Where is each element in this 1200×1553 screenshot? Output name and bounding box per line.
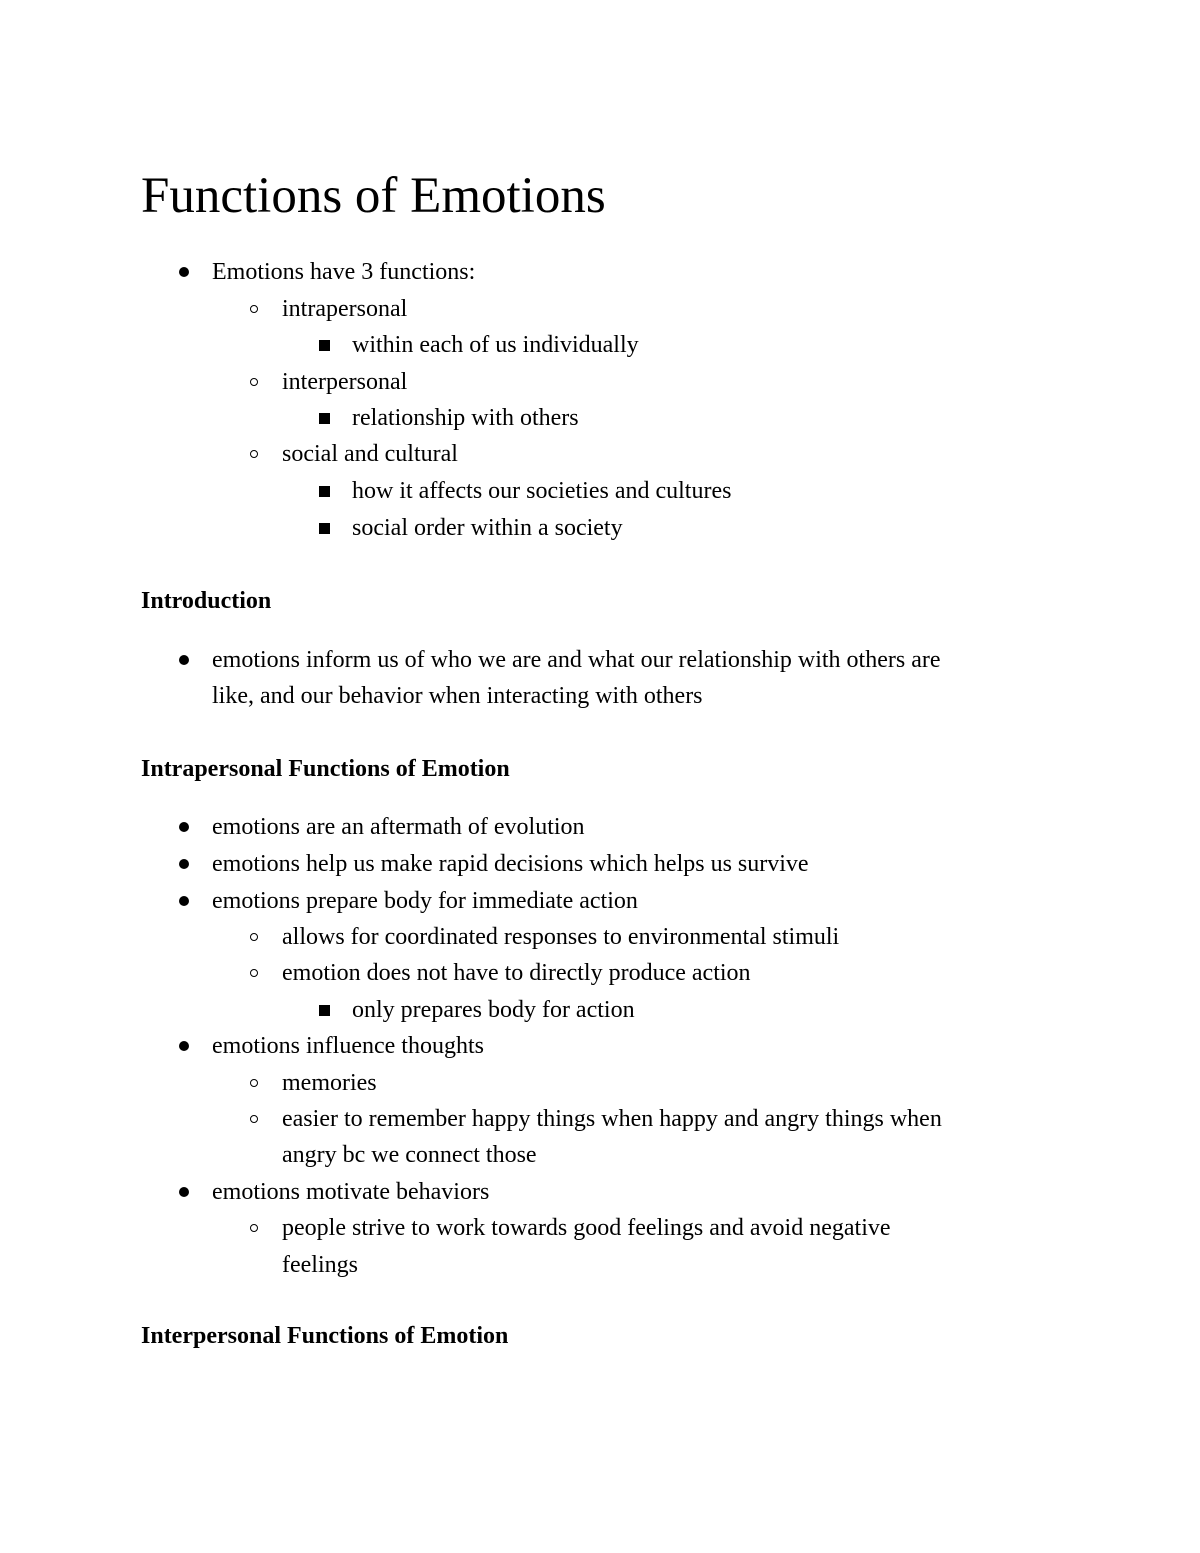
- circle-bullet-icon: [244, 1065, 264, 1101]
- disc-bullet-icon: [174, 254, 194, 290]
- list-item-text: angry bc we connect those: [282, 1142, 537, 1168]
- square-bullet-icon: [314, 327, 334, 363]
- list-item-text: intrapersonal: [282, 296, 408, 322]
- list-item-text: feelings: [282, 1252, 358, 1278]
- list-item: [282, 291, 407, 327]
- circle-bullet-icon: [244, 1101, 264, 1137]
- circle-bullet-icon: [244, 364, 264, 400]
- list-item: [282, 1065, 377, 1101]
- list-item: [282, 1101, 942, 1137]
- list-item-text: how it affects our societies and cultures: [352, 478, 732, 504]
- list-item-text: Emotions have 3 functions:: [212, 259, 476, 285]
- list-item: [212, 1028, 484, 1064]
- list-item-text: emotion does not have to directly produce action: [282, 960, 751, 986]
- list-item-text: emotions influence thoughts: [212, 1033, 484, 1059]
- circle-bullet-icon: [244, 955, 264, 991]
- list-item-text: social order within a society: [352, 515, 623, 541]
- disc-bullet-icon: [174, 1028, 194, 1064]
- square-bullet-icon: [314, 473, 334, 509]
- list-item: [352, 400, 579, 436]
- disc-bullet-icon: [174, 1174, 194, 1210]
- list-item-continuation: [282, 1137, 537, 1173]
- list-item: [352, 510, 623, 546]
- square-bullet-icon: [314, 510, 334, 546]
- list-item-continuation: [282, 1247, 358, 1283]
- page-title: Functions of Emotions: [141, 168, 606, 224]
- section-heading-introduction: Introduction: [141, 588, 272, 614]
- list-item-text: emotions are an aftermath of evolution: [212, 814, 585, 840]
- list-item-text: emotions help us make rapid decisions which helps us survive: [212, 851, 809, 877]
- list-item: [282, 364, 407, 400]
- circle-bullet-icon: [244, 1210, 264, 1246]
- list-item: [212, 254, 475, 290]
- list-item-text: easier to remember happy things when happy and angry things when: [282, 1106, 942, 1132]
- circle-bullet-icon: [244, 436, 264, 472]
- list-item: [212, 642, 940, 678]
- list-item-text: within each of us individually: [352, 332, 639, 358]
- list-item: [212, 883, 638, 919]
- list-item-text: only prepares body for action: [352, 997, 635, 1023]
- square-bullet-icon: [314, 400, 334, 436]
- section-heading-intrapersonal: Intrapersonal Functions of Emotion: [141, 756, 510, 782]
- list-item: [212, 846, 809, 882]
- disc-bullet-icon: [174, 642, 194, 678]
- list-item-text: memories: [282, 1070, 377, 1096]
- list-item: [282, 436, 458, 472]
- list-item: [212, 1174, 489, 1210]
- disc-bullet-icon: [174, 883, 194, 919]
- list-item-text: relationship with others: [352, 405, 579, 431]
- list-item: [352, 473, 731, 509]
- square-bullet-icon: [314, 992, 334, 1028]
- list-item-text: like, and our behavior when interacting with others: [212, 683, 703, 709]
- section-heading-interpersonal: Interpersonal Functions of Emotion: [141, 1323, 509, 1349]
- list-item-text: social and cultural: [282, 441, 458, 467]
- disc-bullet-icon: [174, 846, 194, 882]
- list-item: [282, 955, 751, 991]
- list-item-text: allows for coordinated responses to environmental stimuli: [282, 924, 840, 950]
- list-item-text: people strive to work towards good feelings and avoid negative: [282, 1215, 891, 1241]
- list-item-text: emotions prepare body for immediate action: [212, 888, 638, 914]
- list-item-continuation: [212, 678, 703, 714]
- list-item-text: interpersonal: [282, 369, 408, 395]
- circle-bullet-icon: [244, 919, 264, 955]
- list-item: [282, 1210, 891, 1246]
- list-item: [352, 992, 635, 1028]
- list-item: [282, 919, 839, 955]
- circle-bullet-icon: [244, 291, 264, 327]
- list-item-text: emotions motivate behaviors: [212, 1179, 490, 1205]
- disc-bullet-icon: [174, 809, 194, 845]
- list-item: [352, 327, 639, 363]
- list-item: [212, 809, 585, 845]
- list-item-text: emotions inform us of who we are and what our relationship with others are: [212, 647, 941, 673]
